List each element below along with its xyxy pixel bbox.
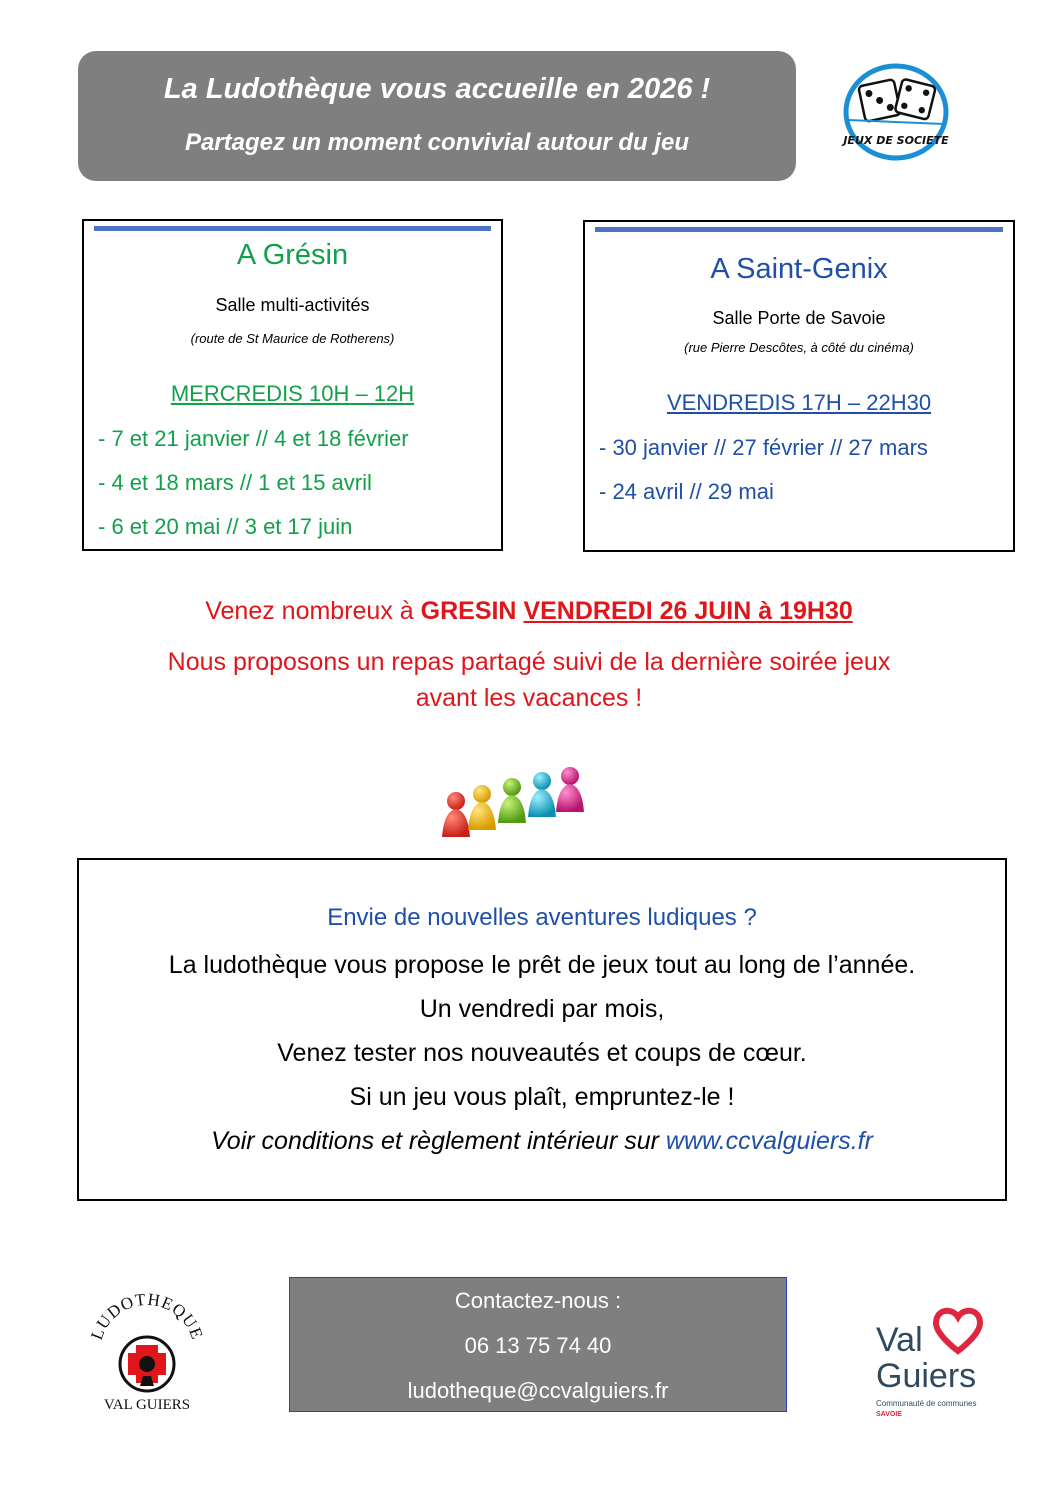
announcement-line-2: Nous proposons un repas partagé suivi de la dernière soirée jeux bbox=[167, 648, 891, 676]
loan-info-box bbox=[77, 858, 1007, 1201]
saint-genix-schedule: VENDREDIS 17H – 22H30 bbox=[666, 390, 932, 415]
saint-genix-date-line: - 24 avril // 29 mai bbox=[599, 479, 774, 504]
saint-genix-title: A Saint-Genix bbox=[710, 253, 888, 285]
header-banner bbox=[78, 51, 796, 181]
contact-label: Contactez-nous : bbox=[454, 1288, 622, 1313]
contact-email[interactable]: ludotheque@ccvalguiers.fr bbox=[407, 1378, 669, 1403]
contact-phone[interactable]: 06 13 75 74 40 bbox=[464, 1333, 612, 1358]
svg-text:LUDOTHEQUE bbox=[88, 1290, 206, 1342]
saint-genix-date-line: - 30 janvier // 27 février // 27 mars bbox=[599, 435, 928, 460]
website-link[interactable]: www.ccvalguiers.fr bbox=[665, 1127, 873, 1155]
announcement-line-3: avant les vacances ! bbox=[415, 684, 643, 712]
val-logo-line2: Guiers bbox=[876, 1357, 977, 1395]
saint-genix-venue: Salle Porte de Savoie bbox=[712, 308, 886, 328]
announcement-event: VENDREDI 26 JUIN à 19H30 bbox=[523, 597, 853, 625]
gresin-schedule-box bbox=[82, 219, 503, 551]
contact-box bbox=[289, 1277, 787, 1412]
ludotheque-logo-icon bbox=[88, 1290, 206, 1414]
box-accent-bar bbox=[94, 226, 491, 231]
info-line: Si un jeu vous plaît, empruntez-le ! bbox=[349, 1083, 735, 1111]
dice-logo-text: JEUX DE SOCIETE bbox=[843, 134, 949, 147]
info-line-conditions bbox=[79, 1127, 1005, 1156]
ludo-logo-bottom-text: VAL GUIERS bbox=[103, 1397, 191, 1413]
val-guiers-logo-icon bbox=[874, 1305, 1004, 1425]
conditions-text: Voir conditions et règlement intérieur sur bbox=[211, 1127, 666, 1155]
dice-logo-icon bbox=[840, 60, 952, 164]
gresin-date-line: - 7 et 21 janvier // 4 et 18 février bbox=[98, 426, 409, 451]
gresin-date-line: - 4 et 18 mars // 1 et 15 avril bbox=[98, 470, 372, 495]
page-subtitle: Partagez un moment convivial autour du jeu bbox=[184, 129, 690, 156]
box-accent-bar bbox=[595, 227, 1003, 232]
gresin-date-line: - 6 et 20 mai // 3 et 17 juin bbox=[98, 514, 353, 539]
announcement-place: GRESIN bbox=[420, 597, 517, 625]
announcement-line-1 bbox=[0, 597, 1058, 626]
info-line: Un vendredi par mois, bbox=[419, 995, 665, 1023]
announcement-prefix: Venez nombreux à bbox=[205, 597, 421, 625]
val-logo-tagline: Communauté de communes bbox=[876, 1399, 977, 1408]
val-logo-region: SAVOIE bbox=[876, 1411, 902, 1418]
gresin-schedule: MERCREDIS 10H – 12H bbox=[170, 381, 415, 406]
gresin-title: A Grésin bbox=[236, 239, 349, 271]
saint-genix-address: (rue Pierre Descôtes, à côté du cinéma) bbox=[684, 340, 914, 355]
gresin-venue: Salle multi-activités bbox=[215, 295, 370, 315]
info-heading: Envie de nouvelles aventures ludiques ? bbox=[327, 904, 757, 931]
info-line: La ludothèque vous propose le prêt de jeux tout au long de l’année. bbox=[168, 951, 916, 979]
val-logo-line1: Val bbox=[876, 1321, 923, 1359]
game-pawns-icon bbox=[436, 765, 596, 840]
info-line: Venez tester nos nouveautés et coups de cœur. bbox=[277, 1039, 807, 1067]
page-title: La Ludothèque vous accueille en 2026 ! bbox=[163, 73, 711, 105]
saint-genix-schedule-box bbox=[583, 220, 1015, 552]
ludo-logo-top-text: LUDOTHEQUE bbox=[88, 1290, 206, 1343]
gresin-address: (route de St Maurice de Rotherens) bbox=[190, 331, 395, 346]
